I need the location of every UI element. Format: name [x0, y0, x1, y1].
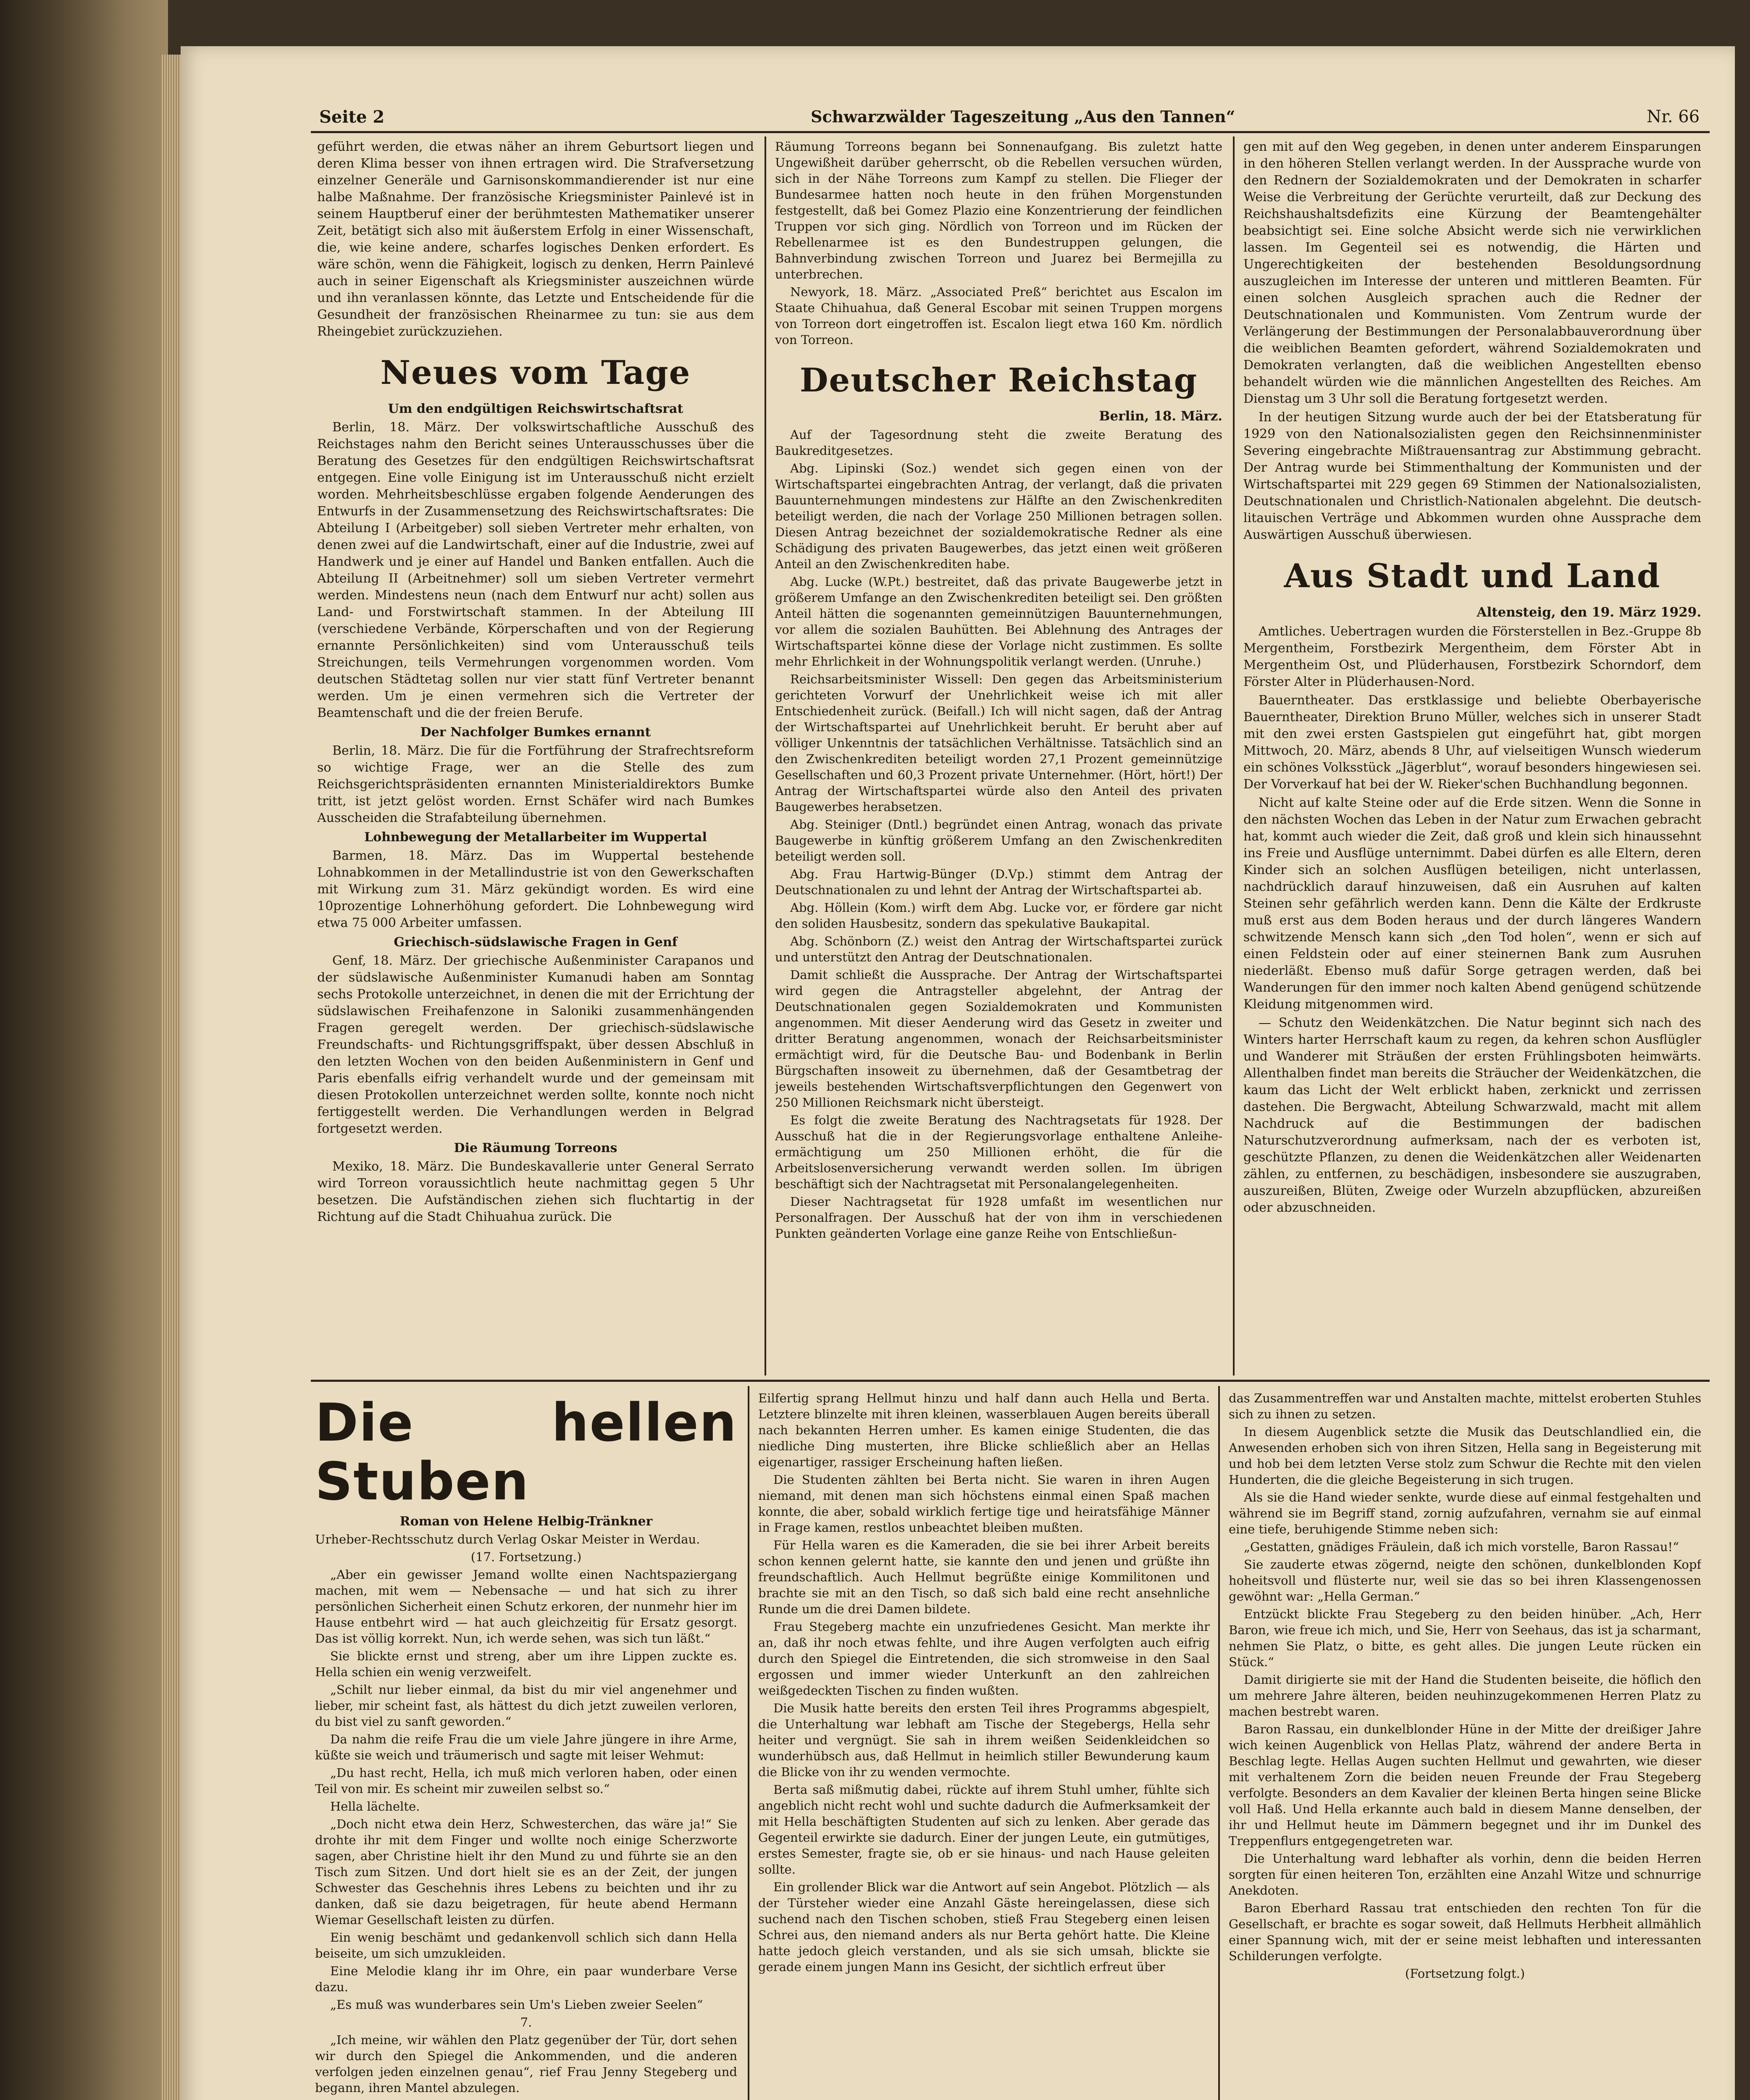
dateline: Berlin, 18. März.	[1099, 409, 1222, 424]
article-heading: Lohnbewegung der Metallarbeiter im Wuppertal	[364, 830, 707, 845]
serial-paragraph: Die Musik hatte bereits den ersten Teil ihres Programms abgespielt, die Unterhaltung war lebhaft am Tische der Stegebergs, Hella sehr heiter und vergnügt. Sie sah in ihrem weißen Seidenkleidchen so wunderhübsch aus, daß Hellmut in heimlich stiller Bewunderung kaum die Blicke von ihr zu wenden vermochte.	[758, 1701, 1210, 1779]
serial-title: Die hellen Stuben	[315, 1393, 737, 1512]
section-heading-aus-stadt-und-land: Aus Stadt und Land	[1284, 557, 1661, 595]
article-heading: Der Nachfolger Bumkes ernannt	[420, 725, 651, 740]
serial-paragraph: Sie blickte ernst und streng, aber um ihre Lippen zuckte es. Hella schien ein wenig verzweifelt.	[315, 1649, 737, 1679]
article-text: Damit schließt die Aussprache. Der Antrag der Wirtschaftspartei wird gegen die Antragsteller abgelehnt, der Antrag der Deutschnationalen gegen Sozialdemokraten und Kommunisten angenommen. Mit dieser Aenderung wird das Gesetz in zweiter und dritter Beratung angenommen, wonach der Reichsarbeitsminister ermächtigt wird, für die Deutsche Bau- und Bodenbank in Berlin Bürgschaften insoweit zu übernehmen, daß der Gesamtbetrag der jeweils bestehenden Wirtschaftsverpflichtungen den Gegenwert von 250 Millionen Reichsmark nicht übersteigt.	[775, 968, 1222, 1110]
serial-paragraph: Entzückt blickte Frau Stegeberg zu den beiden hinüber. „Ach, Herr Baron, wie freue ich mich, und Sie, Herr von Seehaus, das ist ja scharmant, nehmen Sie Platz, o bitte, es geht alles. Die jungen Leute rücken ein Stück.“	[1229, 1607, 1701, 1669]
column-2	[775, 139, 1222, 1376]
fold-rule	[311, 1380, 1710, 1382]
serial-paragraph: „Es muß was wunderbares sein Um's Lieben zweier Seelen“	[330, 1998, 703, 2012]
serial-paragraph: Berta saß mißmutig dabei, rückte auf ihrem Stuhl umher, fühlte sich angeblich nicht recht wohl und suchte dadurch die Aufmerksamkeit der mit Hella beschäftigten Studenten auf sich zu lenken. Aber gerade das Gegenteil erwirkte sie dadurch. Einer der jungen Leute, ein gutmütiges, erstes Semester, fragte sie, ob er sie hinaus- und nach Hause geleiten sollte.	[758, 1782, 1210, 1877]
article-text: Abg. Lucke (W.Pt.) bestreitet, daß das private Baugewerbe jetzt in größerem Umfange an den Zwischenkrediten beteiligt sei. Den größten Anteil hätten die sogenannten gemeinnützigen Bauunternehmungen, vor allem die sozialen Bauhütten. Bei Ablehnung des Antrages der Wirtschaftspartei könne diese der Vorlage nicht zustimmen. Es sollte mehr Ehrlichkeit in der Wohnungspolitik verlangt werden. (Unruhe.)	[775, 575, 1222, 669]
serial-paragraph: Die Unterhaltung ward lebhafter als vorhin, denn die beiden Herren sorgten für einen heiteren Ton, erzählten eine Anzahl Witze und schnurrige Anekdoten.	[1229, 1851, 1701, 1898]
article-text: Newyork, 18. März. „Associated Preß“ berichtet aus Escalon im Staate Chihuahua, daß General Escobar mit seinen Truppen morgens von Torreon dort eingetroffen ist. Escalon liegt etwa 160 Km. nördlich von Torreon.	[775, 285, 1222, 347]
serial-paragraph: „Ich meine, wir wählen den Platz gegenüber der Tür, dort sehen wir durch den Spiegel die Ankommenden, und die anderen verfolgen jeden einzelnen genau“, rief Frau Jenny Stegeberg und begann, ihren Mantel abzulegen.	[315, 2033, 737, 2095]
article-text: Dieser Nachtragsetat für 1928 umfaßt im wesentlichen nur Personalfragen. Der Ausschuß hat der von ihm in verschiedenen Punkten geänderten Vorlage eine ganze Reihe von Entschließun-	[775, 1194, 1222, 1241]
article-text: Genf, 18. März. Der griechische Außenminister Carapanos und der südslawische Außenminister Kumanudi haben am Sonntag sechs Protokolle unterzeichnet, in denen die mit der Errichtung der südslawischen Freihafenzone in Saloniki zusammenhängenden Fragen geregelt werden. Der griechisch-südslawische Freundschafts- und Richtungsgriffspakt, über dessen Abschluß in den letzten Wochen von den beiden Außenministern in Genf und Paris ebenfalls eifrig verhandelt wurde und der gemeinsam mit diesen Protokollen unterzeichnet werden sollte, konnte noch nicht fertiggestellt werden. Die Verhandlungen werden in Belgrad fortgesetzt werden.	[317, 953, 754, 1136]
article-text: — Schutz den Weidenkätzchen. Die Natur beginnt sich nach des Winters harter Herrschaft kaum zu regen, da kehren schon Ausflügler und Wanderer mit Sträußen der ersten Frühlingsboten heimwärts. Allenthalben findet man bereits die Sträucher der Weidenkätzchen, die kaum das Licht der Welt erblickt haben, zerknickt und zerrissen dastehen. Die Bergwacht, Abteilung Schwarzwald, macht mit allem Nachdruck auf die Bestimmungen der badischen Naturschutzverordnung aufmerksam, nach der es verboten ist, geschützte Pflanzen, zu denen die Weidenkätzchen aller Weidenarten zählen, zu entfernen, zu beschädigen, insbesondere sie auszugraben, auszureißen, Blüten, Zweige oder Wurzeln abzupflücken, abzureißen oder abzuschneiden.	[1243, 1016, 1701, 1215]
serial-paragraph: Als sie die Hand wieder senkte, wurde diese auf einmal festgehalten und während sie im Begriff stand, zornig aufzufahren, vernahm sie auf einmal eine tiefe, beruhigende Stimme neben sich:	[1229, 1490, 1701, 1536]
article-heading: Um den endgültigen Reichswirtschaftsrat	[388, 402, 683, 416]
serial-paragraph: „Schilt nur lieber einmal, da bist du mir viel angenehmer und lieber, mir scheint fast, als hättest du dich jetzt zuweilen verloren, du bist viel zu sanft geworden.“	[315, 1683, 737, 1729]
serial-paragraph: Sie zauderte etwas zögernd, neigte den schönen, dunkelblonden Kopf hoheitsvoll und flüsterte nur, weil sie das so bei ihren Klassengenossen gewöhnt war: „Hella German.“	[1229, 1557, 1701, 1604]
article-text: gen mit auf den Weg gegeben, in denen unter anderem Einsparungen in den höheren Stellen verlangt werden. In der Aussprache wurde von den Rednern der Sozialdemokraten und der Demokraten in scharfer Weise die Verbreitung der Gerüchte verurteilt, daß zur Deckung des Reichshaushaltsdefizits eine Kürzung der Beamtengehälter beabsichtigt sei. Eine solche Absicht werde sich nie verwirklichen lassen. Im Gegenteil sei es notwendig, die Härten und Ungerechtigkeiten der bestehenden Besoldungsordnung auszugleichen im Interesse der unteren und mittleren Beamten. Für einen solchen Ausgleich sprachen auch die Redner der Deutschnationalen und Kommunisten. Vom Zentrum wurde der Verlängerung der Bestimmungen der Personalabbauverordnung über die weiblichen Beamten gefordert, während Sozialdemokraten und Demokraten verlangten, daß die weiblichen Angestellten ebenso behandelt würden wie die männlichen Angestellten des Reiches. Am Dienstag um 3 Uhr soll die Beratung fortgesetzt werden.	[1243, 139, 1701, 406]
article-text: Abg. Frau Hartwig-Bünger (D.Vp.) stimmt dem Antrag der Deutschnationalen zu und lehnt der Antrag der Wirtschaftspartei ab.	[775, 867, 1222, 897]
column-rule	[1218, 1386, 1220, 2100]
serial-paragraph: Baron Rassau, ein dunkelblonder Hüne in der Mitte der dreißiger Jahre wich keinen Augenblick von Hellas Platz, während der andere Berta in Beschlag legte. Hellas Augen suchten Hellmut und gewahrten, wie dieser mit verhaltenem Zorn die beiden neuen Freunde der Frau Stegeberg verfolgte. Besonders an dem Kavalier der kleinen Berta hingen seine Blicke voll Haß. Und Hella erkannte auch bald in diesem Manne denselben, der ihr und Hellmut heute im Dämmern begegnet und ihr im Dunkel des Treppenflurs entgegengetreten war.	[1229, 1722, 1701, 1848]
page-number: Seite 2	[319, 107, 385, 127]
serial-installment: (17. Fortsetzung.)	[470, 1550, 582, 1564]
serial-paragraph: „Gestatten, gnädiges Fräulein, daß ich mich vorstelle, Baron Rassau!“	[1244, 1540, 1679, 1554]
column-3	[1243, 139, 1701, 1376]
dateline: Altensteig, den 19. März 1929.	[1477, 605, 1701, 620]
article-heading: Griechisch-südslawische Fragen in Genf	[394, 935, 678, 950]
serial-paragraph: „Doch nicht etwa dein Herz, Schwesterchen, das wäre ja!“ Sie drohte ihr mit dem Finger und wollte noch einige Scherzworte sagen, aber Christine hielt ihr den Mund zu und führte sie an den Tisch zum Sitzen. Und dort hielt sie es an der Zeit, der jungen Schwester das Geschehnis ihres Lebens zu beichten und ihr zu danken, daß sie dazu beigetragen, für heute abend Hermann Wiemar Gesellschaft leisten zu dürfen.	[315, 1817, 737, 1927]
column-rule	[748, 1386, 749, 2100]
section-heading-neues-vom-tage: Neues vom Tage	[380, 354, 691, 392]
article-continuation: geführt werden, die etwas näher an ihrem Geburtsort liegen und deren Klima besser von ihnen ertragen wird. Die Strafversetzung einzelner Generäle und Garnisonskommandierender ist nur eine halbe Maßnahme. Der französische Kriegsminister Painlevé ist in seinem Hauptberuf einer der berühmtesten Mathematiker unserer Zeit, betätigt sich also mit äußerstem Erfolg in einer Wissenschaft, die, wie keine andere, scharfes logisches Denken erfordert. Es wäre schön, wenn die Fähigkeit, logisch zu denken, Herrn Painlevé auch in seiner Eigenschaft als Kriegsminister auszeichnen würde und ihn veranlassen könnte, das Letzte und Entscheidende für die Gesundheit der französischen Rheinarmee zu tun: sie aus dem Rheingebiet zurückzuziehen.	[317, 139, 754, 339]
header-rule	[311, 131, 1710, 133]
serial-paragraph: „Du hast recht, Hella, ich muß mich verloren haben, oder einen Teil von mir. Es scheint mir zuweilen selbst so.“	[315, 1766, 737, 1796]
serial-paragraph: Eilfertig sprang Hellmut hinzu und half dann auch Hella und Berta. Letztere blinzelte mit ihren kleinen, wasserblauen Augen bereits überall nach bekannten Herren umher. Es kamen einige Studenten, die das niedliche Ding musterten, ihre Blicke schließlich aber an Hellas eigenartiger, rassiger Erscheinung haften ließen.	[758, 1391, 1210, 1469]
article-text: Amtliches. Uebertragen wurden die Försterstellen in Bez.-Gruppe 8b Mergentheim, Forstbezirk Mergentheim, dem Förster Abt in Mergentheim Ost, und Plüderhausen, Forstbezirk Schorndorf, dem Förster Alter in Plüderhausen-Nord.	[1243, 624, 1701, 689]
article-text: Barmen, 18. März. Das im Wuppertal bestehende Lohnabkommen in der Metallindustrie ist von den Gewerkschaften mit Wirkung zum 31. März gekündigt worden. Es wird eine 10prozentige Lohnerhöhung gefordert. Die Lohnbewegung wird etwa 75 000 Arbeiter umfassen.	[317, 848, 754, 930]
book-binding	[0, 0, 168, 2100]
serial-paragraph: Ein wenig beschämt und gedankenvoll schlich sich dann Hella beiseite, um sich umzukleiden.	[315, 1930, 737, 1961]
serial-column-3	[1229, 1390, 1701, 2100]
serial-paragraph: Hella lächelte.	[330, 1799, 420, 1814]
serial-paragraph: Da nahm die reife Frau die um viele Jahre jüngere in ihre Arme, küßte sie weich und träumerisch und sagte mit leiser Wehmut:	[315, 1732, 737, 1762]
serial-paragraph: Baron Eberhard Rassau trat entschieden den rechten Ton für die Gesellschaft, er brachte es sogar soweit, daß Hellmuts Herbheit allmählich einer Spannung wich, mit der er seine meist lebhaften und interessanten Schilderungen verfolgte.	[1229, 1901, 1701, 1963]
serial-column-2	[758, 1390, 1210, 2100]
article-text: Nicht auf kalte Steine oder auf die Erde sitzen. Wenn die Sonne in den nächsten Wochen das Leben in der Natur zum Erwachen gebracht hat, kommt auch wieder die Zeit, daß groß und klein sich hinaussehnt ins Freie und Ausflüge unternimmt. Dabei dürfen es alle Eltern, deren Kinder sich an solchen Ausflügen beteiligen, nicht unterlassen, nachdrücklich darauf hinzuweisen, daß ein Ausruhen auf kalten Steinen sehr gefährlich werden kann. Denn die Kälte der Erdkruste muß erst aus dem Boden heraus und der durch längeres Wandern schwitzende Mensch kann sich „den Tod holen“, wenn er sich auf einen Feldstein oder auf einer steinernen Bank zum Ausruhen niederläßt. Ebenso muß dafür Sorge getragen werden, daß bei Wanderungen für den immer noch kalten Abend genügend schützende Kleidung mitgenommen wird.	[1243, 795, 1701, 1012]
article-text: Berlin, 18. März. Der volkswirtschaftliche Ausschuß des Reichstages nahm den Bericht seines Unterausschusses über die Beratung des Gesetzes für den endgültigen Reichswirtschaftsrat entgegen. Eine volle Einigung ist im Unterausschuß nicht erzielt worden. Mehrheitsbeschlüsse ergaben folgende Aenderungen des Entwurfs in der Zusammensetzung des Reichswirtschaftsrates: Die Abteilung I (Arbeitgeber) soll sieben Vertreter mehr erhalten, von denen zwei auf die Landwirtschaft, einer auf die Industrie, zwei auf Handwerk und je einer auf Handel und Banken entfallen. Auch die Abteilung II (Arbeitnehmer) soll um sieben Vertreter vermehrt werden. Mindestens neun (nach dem Entwurf nur acht) sollen aus Land- und Forstwirtschaft stammen. In der Abteilung III (verschiedene Verbände, Körperschaften und von der Regierung ernannte Persönlichkeiten) sind vom Unterausschuß teils Streichungen, teils Vermehrungen vorgenommen worden. Vom deutschen Städtetag sollen nur vier statt fünf Vertreter benannt werden. Um je einen vermehren sich die Vertreter der Beamtenschaft und die der freien Berufe.	[317, 420, 754, 720]
serial-paragraph: Ein grollender Blick war die Antwort auf sein Angebot. Plötzlich — als der Türsteher wieder eine Anzahl Gäste hereingelassen, diese sich suchend nach den Tischen schoben, stieß Frau Stegeberg einen leisen Schrei aus, den niemand anders als nur Berta gehört hatte. Die Kleine hatte jedoch gleich verstanden, und als sie sich umsah, blickte sie gerade einem jungen Mann ins Gesicht, der sichtlich erfreut über	[758, 1880, 1210, 1974]
serial-paragraph: das Zusammentreffen war und Anstalten machte, mittelst eroberten Stuhles sich zu ihnen zu setzen.	[1229, 1391, 1701, 1421]
article-text: Auf der Tagesordnung steht die zweite Beratung des Baukreditgesetzes.	[775, 428, 1222, 458]
serial-column-1	[315, 1390, 737, 2100]
section-heading-deutscher-reichstag: Deutscher Reichstag	[799, 361, 1198, 399]
article-text: Abg. Schönborn (Z.) weist den Antrag der Wirtschaftspartei zurück und unterstützt den Antrag der Deutschnationalen.	[775, 934, 1222, 964]
serial-paragraph: Frau Stegeberg machte ein unzufriedenes Gesicht. Man merkte ihr an, daß ihr noch etwas fehlte, und ihre Augen verfolgten auch eifrig durch den Spiegel die Eintretenden, die sich stromweise in den Saal ergossen und immer wieder Unterkunft an den zahlreichen weißgedeckten Tischen zu finden wußten.	[758, 1620, 1210, 1698]
article-text: Abg. Höllein (Kom.) wirft dem Abg. Lucke vor, er fördere gar nicht den soliden Hausbesitz, sondern das spekulative Baukapital.	[775, 900, 1222, 931]
serial-paragraph: „Aber ein gewisser Jemand wollte einen Nachtspaziergang machen, mit wem — Nebensache — und hat sich zu ihrer persönlichen Sicherheit einen Schutz erkoren, der nunmehr hier im Hause entbehrt wird — hat auch gleichzeitig für Ersatz gesorgt. Das ist völlig korrekt. Nun, ich werde sehen, was sich tun läßt.“	[315, 1567, 737, 1646]
serial-paragraph: In diesem Augenblick setzte die Musik das Deutschlandlied ein, die Anwesenden erhoben sich von ihren Sitzen, Hella sang in Begeisterung mit und hob bei dem letzten Verse stolz zum Schwur die Rechte mit den vielen Hunderten, die die gleiche Begeisterung in sich trugen.	[1229, 1425, 1701, 1487]
article-text: Es folgt die zweite Beratung des Nachtragsetats für 1928. Der Ausschuß hat die in der Regierungsvorlage enthaltene Anleihe-ermächtigung um 250 Millionen erhöht, die für die Arbeitslosenversicherung verwandt werden sollen. Im übrigen beschäftigt sich der Nachtragsetat mit Personalangelegenheiten.	[775, 1113, 1222, 1191]
article-text: Räumung Torreons begann bei Sonnenaufgang. Bis zuletzt hatte Ungewißheit darüber geherrscht, ob die Rebellen versuchen würden, sich in der Nähe Torreons zum Kampf zu stellen. Die Flieger der Bundesarmee hatten noch heute in den frühen Morgenstunden festgestellt, daß bei Gomez Plazio eine Konzentrierung der feindlichen Truppen vor sich ging. Nördlich von Torreon und im Rücken der Rebellenarmee ist es den Bundestruppen gelungen, die Bahnverbindung zwischen Torreon und Juarez bei Bermejilla zu unterbrechen.	[775, 139, 1222, 281]
article-text: Abg. Steiniger (Dntl.) begründet einen Antrag, wonach das private Baugewerbe in künftig größerem Umfang an den Zwischenkrediten beteiligt werden soll.	[775, 817, 1222, 864]
column-rule	[1233, 136, 1235, 1376]
article-text: Mexiko, 18. März. Die Bundeskavallerie unter General Serrato wird Torreon voraussichtlich heute nachmittag gegen 5 Uhr besetzen. Die Aufständischen ziehen sich fluchtartig in der Richtung auf die Stadt Chihuahua zurück. Die	[317, 1159, 754, 1224]
issue-number: Nr. 66	[1647, 107, 1700, 126]
article-text: Berlin, 18. März. Die für die Fortführung der Strafrechtsreform so wichtige Frage, wer an die Stelle des zum Reichsgerichtspräsidenten ernannten Ministerialdirektors Bumke tritt, ist jetzt gelöst worden. Ernst Schäfer wird nach Bumkes Ausscheiden die Strafabteilung übernehmen.	[317, 743, 754, 825]
serial-text	[315, 1567, 737, 2096]
serial-byline: Roman von Helene Helbig-Tränkner	[399, 1514, 653, 1529]
article-text: Abg. Lipinski (Soz.) wendet sich gegen einen von der Wirtschaftspartei eingebrachten Antrag, der verlangt, daß die privaten Bauunternehmungen mindestens zur Hälfte an den Zwischenkrediten beteiligt werden, die nach der Vorlage 250 Millionen betragen sollen. Diesen Antrag bezeichnet der sozialdemokratische Redner als eine Schädigung des privaten Baugewerbes, das jetzt einen weit größeren Anteil an den Zwischenkrediten habe.	[775, 461, 1222, 571]
serial-paragraph: (Fortsetzung folgt.)	[1405, 1966, 1525, 1981]
article-text: Bauerntheater. Das erstklassige und beliebte Oberbayerische Bauerntheater, Direktion Bruno Müller, welches sich in unserer Stadt mit den zwei ersten Gastspielen gut eingeführt hat, gibt morgen Mittwoch, 20. März, abends 8 Uhr, auf vielseitigen Wunsch wiederum ein schönes Volksstück „Jägerblut“, worauf besonders hingewiesen sei. Der Vorverkauf hat bei der W. Rieker'schen Buchhandlung begonnen.	[1243, 693, 1701, 792]
article-heading: Die Räumung Torreons	[454, 1141, 617, 1155]
serial-text	[758, 1390, 1210, 1975]
serial-text	[1229, 1390, 1701, 1982]
serial-paragraph: Für Hella waren es die Kameraden, die sie bei ihrer Arbeit bereits schon kennen gelernt hatte, sie kannte den und jenen und grüßte ihn freundschaftlich. Auch Hellmut begrüßte einige Kommilitonen und brachte sie mit an den Tisch, so daß sich bald eine recht ansehnliche Runde um die drei Damen bildete.	[758, 1538, 1210, 1616]
column-1	[317, 139, 754, 1376]
article-text: In der heutigen Sitzung wurde auch der bei der Etatsberatung für 1929 von den Nationalsozialisten gegen den Reichsinnenminister Severing eingebrachte Mißtrauensantrag zur Abstimmung gebracht. Der Antrag wurde bei Stimmenthaltung der Kommunisten und der Wirtschaftspartei mit 229 gegen 69 Stimmen der Nationalsozialisten, Deutschnationalen und Christlich-Nationalen abgelehnt. Die deutsch-litauischen Verträge und Abkommen wurden ohne Aussprache dem Auswärtigen Ausschuß überwiesen.	[1243, 410, 1701, 542]
newspaper-name: Schwarzwälder Tageszeitung „Aus den Tannen“	[811, 107, 1235, 126]
article-text: Reichsarbeitsminister Wissell: Den gegen das Arbeitsministerium gerichteten Vorwurf der Unehrlichkeit weise ich mit aller Entschiedenheit zurück. (Beifall.) Ich will nicht sagen, daß der Antrag der Wirtschaftspartei auf Unehrlichkeit beruht. Er beruht aber auf völliger Unkenntnis der tatsächlichen Verhältnisse. Tatsächlich sind an den Zwischenkrediten beteiligt worden 27,1 Prozent gemeinnützige Gesellschaften und 60,3 Prozent private Unternehmer. (Hört, hört!) Der Antrag der Wirtschaftspartei würde also den Anteil des privaten Baugewerbes herabsetzen.	[775, 672, 1222, 814]
serial-paragraph: Die Studenten zählten bei Berta nicht. Sie waren in ihren Augen niemand, mit denen man sich höchstens einmal einen Spaß machen konnte, die aber, sobald wirklich fertige tige und heiratsfähige Männer in Frage kamen, restlos unbeachtet bleiben mußten.	[758, 1473, 1210, 1535]
column-rule	[765, 136, 766, 1376]
serial-paragraph: Eine Melodie klang ihr im Ohre, ein paar wunderbare Verse dazu.	[315, 1964, 737, 1994]
serial-paragraph: 7.	[520, 2015, 532, 2029]
serial-copyright: Urheber-Rechtsschutz durch Verlag Oskar Meister in Werdau.	[315, 1532, 700, 1546]
serial-paragraph: Damit dirigierte sie mit der Hand die Studenten beiseite, die höflich den um mehrere Jahre älteren, beiden neuhinzugekommenen Herren Platz zu machen bestrebt waren.	[1229, 1672, 1701, 1719]
